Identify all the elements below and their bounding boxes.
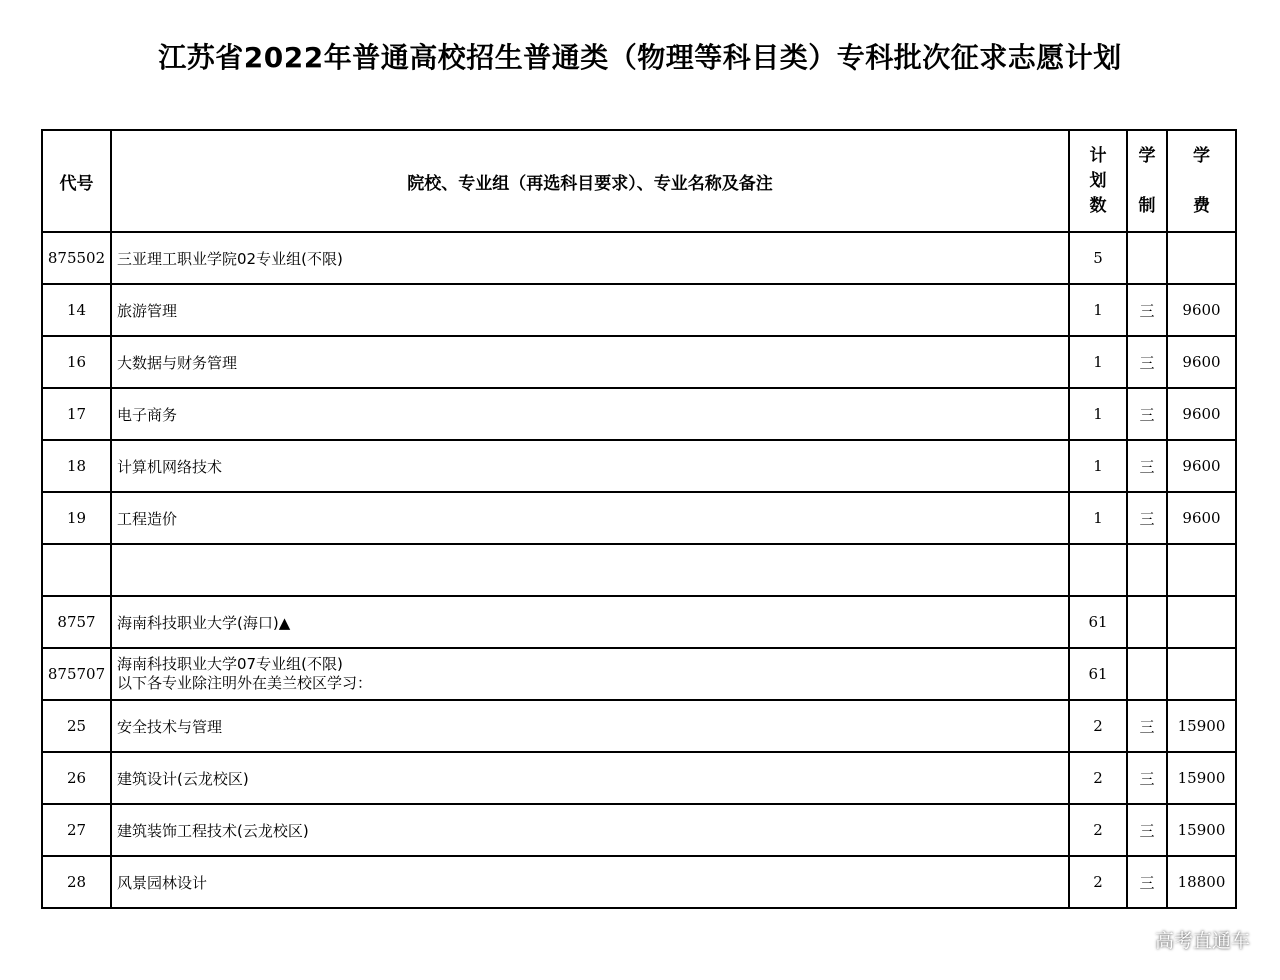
table-row (42, 388, 1236, 440)
header-code: 代号 (42, 130, 111, 232)
row-fee: 15900 (1167, 804, 1236, 856)
row-years: 三 (1127, 336, 1167, 388)
table-row (42, 596, 1236, 648)
row-code: 28 (42, 856, 111, 908)
row-years: 三 (1127, 856, 1167, 908)
row-code: 18 (42, 440, 111, 492)
watermark: 高考直通车 (1154, 930, 1250, 952)
row-years: 三 (1127, 492, 1167, 544)
row-fee: 9600 (1167, 440, 1236, 492)
row-fee: 9600 (1167, 336, 1236, 388)
row-fee: 15900 (1167, 700, 1236, 752)
row-plan: 2 (1069, 856, 1127, 908)
row-name: 安全技术与管理 (111, 700, 1069, 752)
row-name: 电子商务 (111, 388, 1069, 440)
row-years (1127, 232, 1167, 284)
table-row-empty (42, 544, 1236, 596)
table-row (42, 232, 1236, 284)
row-name: 旅游管理 (111, 284, 1069, 336)
row-years (1127, 648, 1167, 700)
header-years (1127, 130, 1167, 232)
admission-plan-table (41, 129, 1237, 909)
row-plan: 2 (1069, 752, 1127, 804)
table-row (42, 284, 1236, 336)
row-plan: 2 (1069, 804, 1127, 856)
table-header-row (42, 130, 1236, 232)
row-plan: 61 (1069, 648, 1127, 700)
row-years: 三 (1127, 440, 1167, 492)
row-years: 三 (1127, 284, 1167, 336)
header-plan (1069, 130, 1127, 232)
row-code: 8757 (42, 596, 111, 648)
header-plan-label: 计划数 (1089, 145, 1107, 216)
row-plan: 1 (1069, 284, 1127, 336)
row-note: 以下各专业除注明外在美兰校区学习： (117, 674, 373, 692)
header-fee (1167, 130, 1236, 232)
row-name: 工程造价 (111, 492, 1069, 544)
row-years: 三 (1127, 700, 1167, 752)
table-row (42, 752, 1236, 804)
row-plan: 2 (1069, 700, 1127, 752)
row-plan: 1 (1069, 336, 1127, 388)
row-code: 17 (42, 388, 111, 440)
row-plan (1069, 544, 1127, 596)
row-code (42, 544, 111, 596)
row-code: 26 (42, 752, 111, 804)
row-name: 海南科技职业大学(海口)▲ (111, 596, 1069, 648)
row-name: 海南科技职业大学07专业组(不限) (117, 655, 343, 673)
header-years-label: 学制 (1138, 146, 1156, 216)
table-row (42, 856, 1236, 908)
row-fee (1167, 596, 1236, 648)
row-fee: 9600 (1167, 492, 1236, 544)
row-plan: 1 (1069, 440, 1127, 492)
row-fee: 9600 (1167, 284, 1236, 336)
row-code: 25 (42, 700, 111, 752)
row-years: 三 (1127, 752, 1167, 804)
header-name: 院校、专业组（再选科目要求）、专业名称及备注 (111, 130, 1069, 232)
table-row (42, 336, 1236, 388)
table-row (42, 804, 1236, 856)
row-name: 建筑设计(云龙校区) (111, 752, 1069, 804)
row-plan: 1 (1069, 388, 1127, 440)
row-plan: 5 (1069, 232, 1127, 284)
row-code: 875502 (42, 232, 111, 284)
row-name: 三亚理工职业学院02专业组(不限) (111, 232, 1069, 284)
row-fee: 18800 (1167, 856, 1236, 908)
row-fee (1167, 232, 1236, 284)
row-code: 875707 (42, 648, 111, 700)
row-years: 三 (1127, 804, 1167, 856)
row-years: 三 (1127, 388, 1167, 440)
row-name: 计算机网络技术 (111, 440, 1069, 492)
row-code: 19 (42, 492, 111, 544)
row-fee: 9600 (1167, 388, 1236, 440)
table-row (42, 648, 1236, 700)
row-name-with-note (111, 648, 1069, 700)
header-fee-label: 学费 (1193, 146, 1210, 216)
row-code: 16 (42, 336, 111, 388)
row-fee: 15900 (1167, 752, 1236, 804)
row-fee (1167, 648, 1236, 700)
row-code: 27 (42, 804, 111, 856)
row-name: 风景园林设计 (111, 856, 1069, 908)
row-years (1127, 544, 1167, 596)
table-row (42, 440, 1236, 492)
row-name: 建筑装饰工程技术(云龙校区) (111, 804, 1069, 856)
table-row (42, 700, 1236, 752)
row-years (1127, 596, 1167, 648)
table-row (42, 492, 1236, 544)
row-name: 大数据与财务管理 (111, 336, 1069, 388)
row-name (111, 544, 1069, 596)
page-title: 江苏省2022年普通高校招生普通类（物理等科目类）专科批次征求志愿计划 (158, 41, 1122, 74)
row-fee (1167, 544, 1236, 596)
row-plan: 1 (1069, 492, 1127, 544)
row-code: 14 (42, 284, 111, 336)
row-plan: 61 (1069, 596, 1127, 648)
